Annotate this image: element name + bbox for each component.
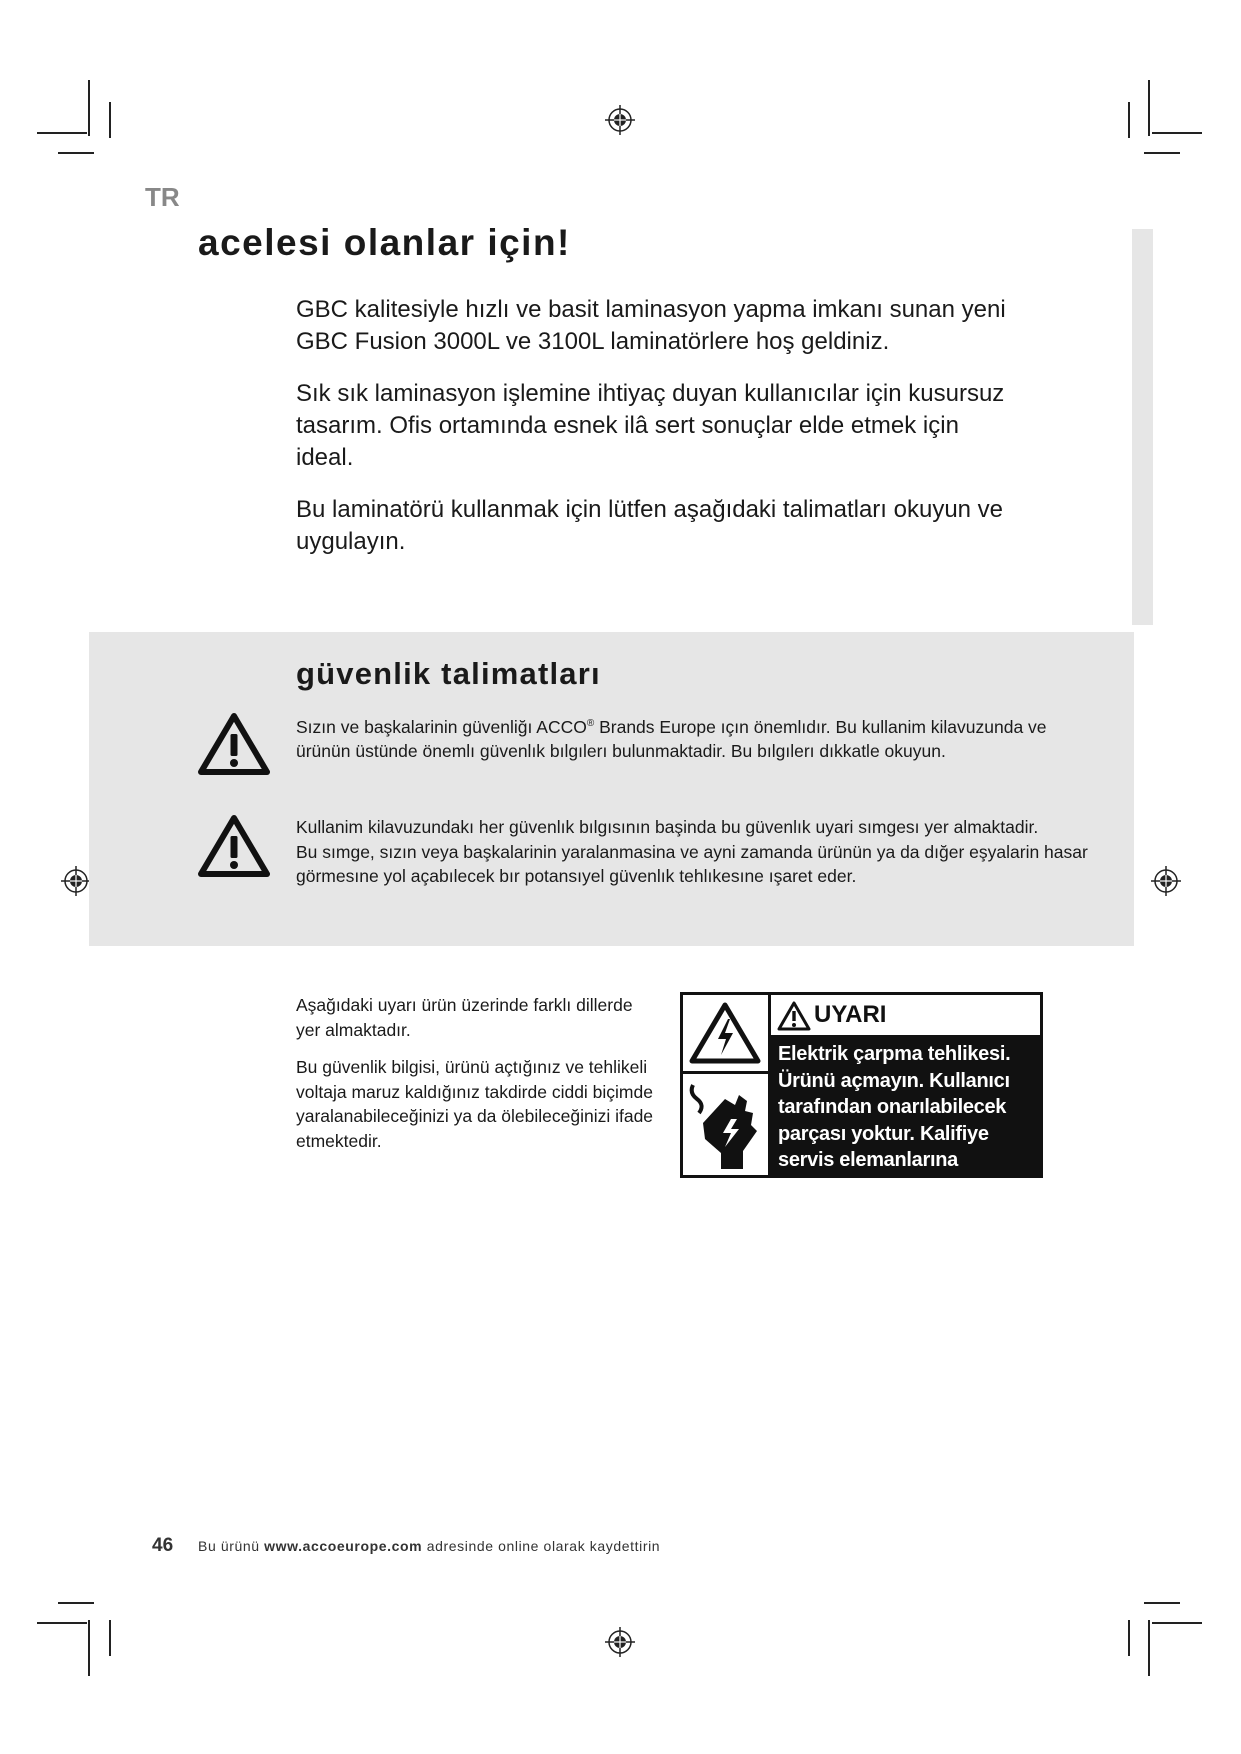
intro-section bbox=[296, 294, 1016, 578]
safety-text-block bbox=[296, 815, 1096, 889]
safety-text-line: Kullanim kilavuzundakı her güvenlık bılgısının başinda bu güvenlık uyari sımgesı yer almaktadir. bbox=[296, 817, 1039, 837]
safety-text-block bbox=[296, 712, 1096, 764]
registration-mark-icon bbox=[1151, 866, 1181, 896]
footer-url: www.accoeurope.com bbox=[264, 1538, 423, 1554]
warning-triangle-icon bbox=[777, 1001, 811, 1031]
intro-paragraph: GBC kalitesiyle hızlı ve basit laminasyon yapma imkanı sunan yeni GBC Fusion 3000L ve 3100L laminatörlere hoş geldiniz. bbox=[296, 296, 1006, 355]
footer-text-part: Bu ürünü bbox=[198, 1538, 265, 1554]
page-number: 46 bbox=[152, 1535, 174, 1556]
warning-label bbox=[680, 992, 1043, 1198]
registration-mark-icon bbox=[605, 1627, 635, 1657]
warning-triangle-icon bbox=[198, 814, 270, 878]
safety-text-part: Brands Europe ıçın önemlıdır. Bu kullanim kilavuzunda ve ürünün üstünde önemlı güvenlık bılgılerı bulunmaktadir. Bu bılgılerı dıkkatle okuyun. bbox=[296, 716, 1047, 762]
registration-mark-icon bbox=[61, 866, 91, 896]
safety-panel bbox=[89, 632, 1134, 946]
footer-text bbox=[198, 1538, 660, 1554]
safety-text-part: Sızın ve başkalarinin güvenliğı ACCO bbox=[296, 716, 587, 737]
electric-shock-hand-icon bbox=[687, 1079, 765, 1171]
warning-label-header bbox=[771, 995, 1040, 1038]
page-title: acelesi olanlar için! bbox=[198, 222, 571, 263]
warning-triangle-icon bbox=[198, 712, 270, 776]
warning-label-body bbox=[771, 1038, 1040, 1198]
registered-mark: ® bbox=[586, 718, 595, 729]
divider bbox=[683, 1071, 768, 1074]
warning-info-paragraph: Bu güvenlik bilgisi, ürünü açtığınız ve tehlikeli voltaja maruz kaldığınız takdirde ciddi biçimde yaralanabileceğinizi ya da ölebileceğinizi ifade etmektedir. bbox=[296, 1057, 654, 1151]
intro-paragraph: Sık sık laminasyon işlemine ihtiyaç duyan kullanıcılar için kusursuz tasarım. Ofis ortamında esnek ilâ sert sonuçlar elde etmek için ideal. bbox=[296, 380, 1005, 471]
warning-label-heading: UYARI bbox=[814, 1001, 887, 1028]
warning-info bbox=[296, 993, 656, 1166]
warning-label-text: Elektrik çarpma tehlikesi. Ürünü açmayın. Kullanıcı tarafından onarılabilecek parçası yoktur. Kalifiye servis elemanlarına başvurun. bbox=[778, 1043, 1011, 1198]
safety-text-line: Bu sımge, sızın veya başkalarinin yaralanmasina ve ayni zamanda ürünün ya da dığer eşyalarin hasar görmesıne yol açabılecek bır potansıyel güvenlık tehlıkesıne ışaret eder. bbox=[296, 841, 1088, 886]
high-voltage-icon bbox=[689, 1001, 761, 1065]
safety-title: güvenlik talimatları bbox=[296, 656, 601, 691]
warning-info-paragraph: Aşağıdaki uyarı ürün üzerinde farklı dillerde yer almaktadır. bbox=[296, 995, 633, 1040]
warning-label-icons bbox=[683, 995, 771, 1175]
footer-text-part: adresinde online olarak kaydettirin bbox=[422, 1538, 661, 1554]
intro-paragraph: Bu laminatörü kullanmak için lütfen aşağıdaki talimatları okuyun ve uygulayın. bbox=[296, 496, 1004, 555]
language-code: TR bbox=[145, 182, 180, 212]
registration-mark-icon bbox=[605, 105, 635, 135]
side-tab-bar bbox=[1132, 229, 1153, 625]
